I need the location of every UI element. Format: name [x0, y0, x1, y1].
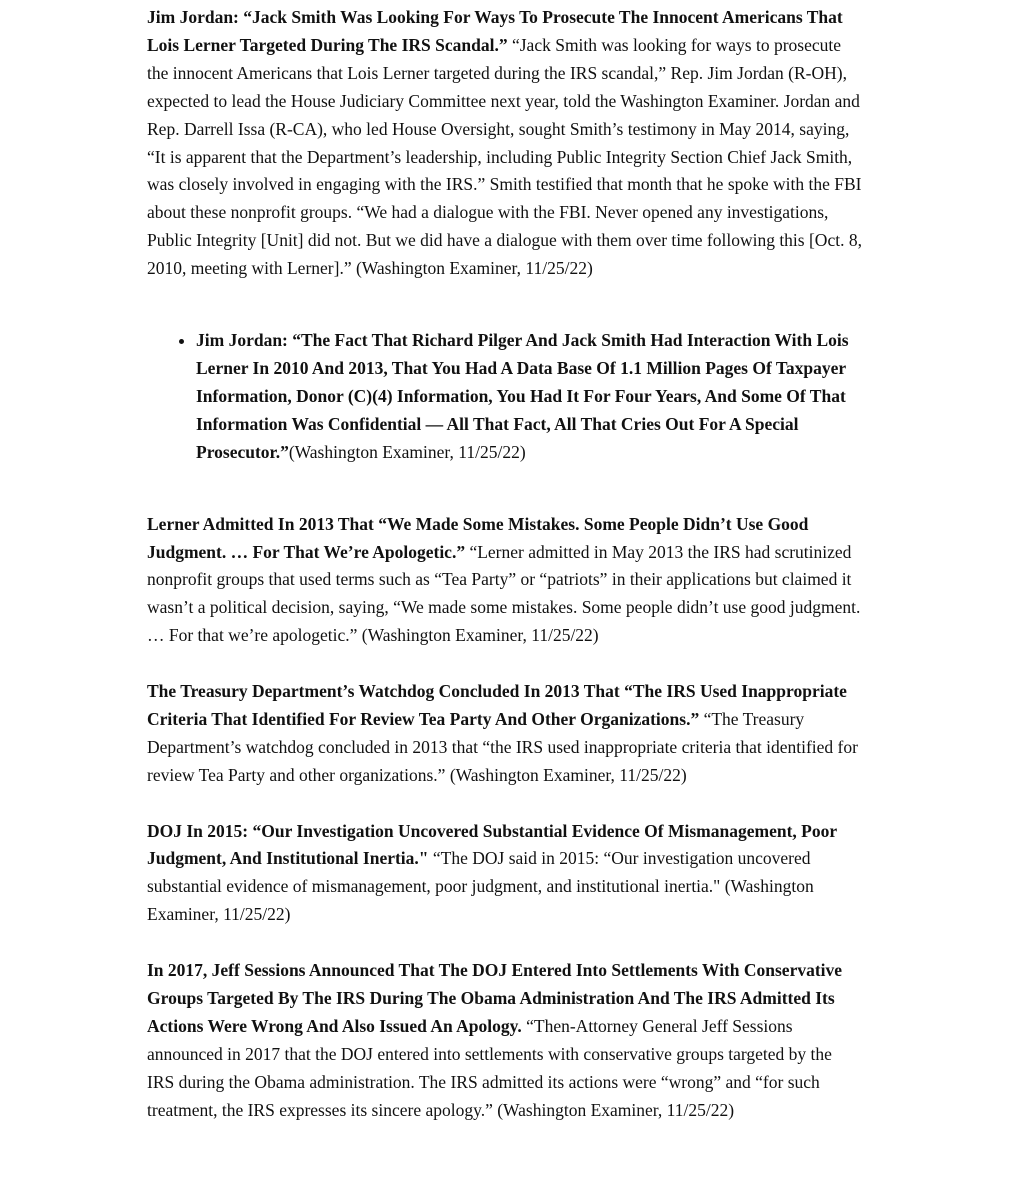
paragraph-text: “Jack Smith was looking for ways to prosecute the innocent Americans that Lois Lerner targeted during the IRS scandal,” Rep. Jim Jordan (R-OH), expected to lead the House Judiciary Committee next year, told the Washington Examiner. Jordan and Rep. Darrell Issa (R-CA), who led House Oversight, sought Smith’s testimony in May 2014, saying, “It is apparent that the Department’s leadership, including Public Integrity Section Chief Jack Smith, was closely involved in engaging with the IRS.” Smith testified that month that he spoke with the FBI about these nonprofit groups. “We had a dialogue with the FBI. Never opened any investigations, Public Integrity [Unit] did not. But we did have a dialogue with them over time following this [Oct. 8, 2010, meeting with Lerner].” (Washington Examiner, 11/25/22) [147, 34, 862, 279]
bullet-item-jordan-special-prosecutor [196, 327, 863, 467]
paragraph-heading: Lerner Admitted In 2013 That “We Made Some Mistakes. Some People Didn’t Use Good Judgment. … For That We’re Apologetic.” [147, 513, 809, 562]
document-body [147, 4, 863, 1152]
paragraph-heading: In 2017, Jeff Sessions Announced That The DOJ Entered Into Settlements With Conservative Groups Targeted By The IRS During The Obama Administration And The IRS Admitted Its Actions Were Wrong And Also Issued An Apology. [147, 960, 843, 1036]
paragraph-treasury-watchdog [147, 678, 863, 790]
paragraph-text: “Lerner admitted in May 2013 the IRS had scrutinized nonprofit groups that used terms such as “Tea Party” or “patriots” in their applications but claimed it wasn’t a political decision, saying, “We made some mistakes. Some people didn’t use good judgment. … For that we’re apologetic.” (Washington Examiner, 11/25/22) [147, 541, 861, 646]
paragraph-text: “The DOJ said in 2015: “Our investigation uncovered substantial evidence of mismanagement, poor judgment, and institutional inertia." (Washington Examiner, 11/25/22) [147, 848, 814, 925]
paragraph-sessions-2017 [147, 957, 863, 1124]
paragraph-text: “The Treasury Department’s watchdog concluded in 2013 that “the IRS used inappropriate criteria that identified for review Tea Party and other organizations.” (Washington Examiner, 11/25/22) [147, 708, 858, 785]
paragraph-lerner-admitted [147, 511, 863, 651]
paragraph-jordan-smith-irs [147, 4, 863, 283]
paragraph-text: “Then-Attorney General Jeff Sessions announced in 2017 that the DOJ entered into settlements with conservative groups targeted by the IRS during the Obama administration. The IRS admitted its actions were “wrong” and “for such treatment, the IRS expresses its sincere apology.” (Washington Examiner, 11/25/22) [147, 1015, 832, 1120]
paragraph-heading: Jim Jordan: “Jack Smith Was Looking For Ways To Prosecute The Innocent Americans That Lois Lerner Targeted During The IRS Scandal.” [147, 7, 843, 55]
bullet-text: (Washington Examiner, 11/25/22) [288, 441, 526, 462]
bullet-heading: Jim Jordan: “The Fact That Richard Pilger And Jack Smith Had Interaction With Lois Lerner In 2010 And 2013, That You Had A Data Base Of 1.1 Million Pages Of Taxpayer Information, Donor (C)(4) Information, You Had It For Four Years, And Some Of That Information Was Confidential — All That Fact, All That Cries Out For A Special Prosecutor.” [196, 330, 849, 462]
bullet-list [147, 327, 863, 467]
paragraph-heading: The Treasury Department’s Watchdog Concluded In 2013 That “The IRS Used Inappropriate Criteria That Identified For Review Tea Party And Other Organizations.” [147, 681, 847, 729]
paragraph-heading: DOJ In 2015: “Our Investigation Uncovered Substantial Evidence Of Mismanagement, Poor Judgment, And Institutional Inertia." [147, 820, 837, 869]
paragraph-doj-2015 [147, 818, 863, 930]
